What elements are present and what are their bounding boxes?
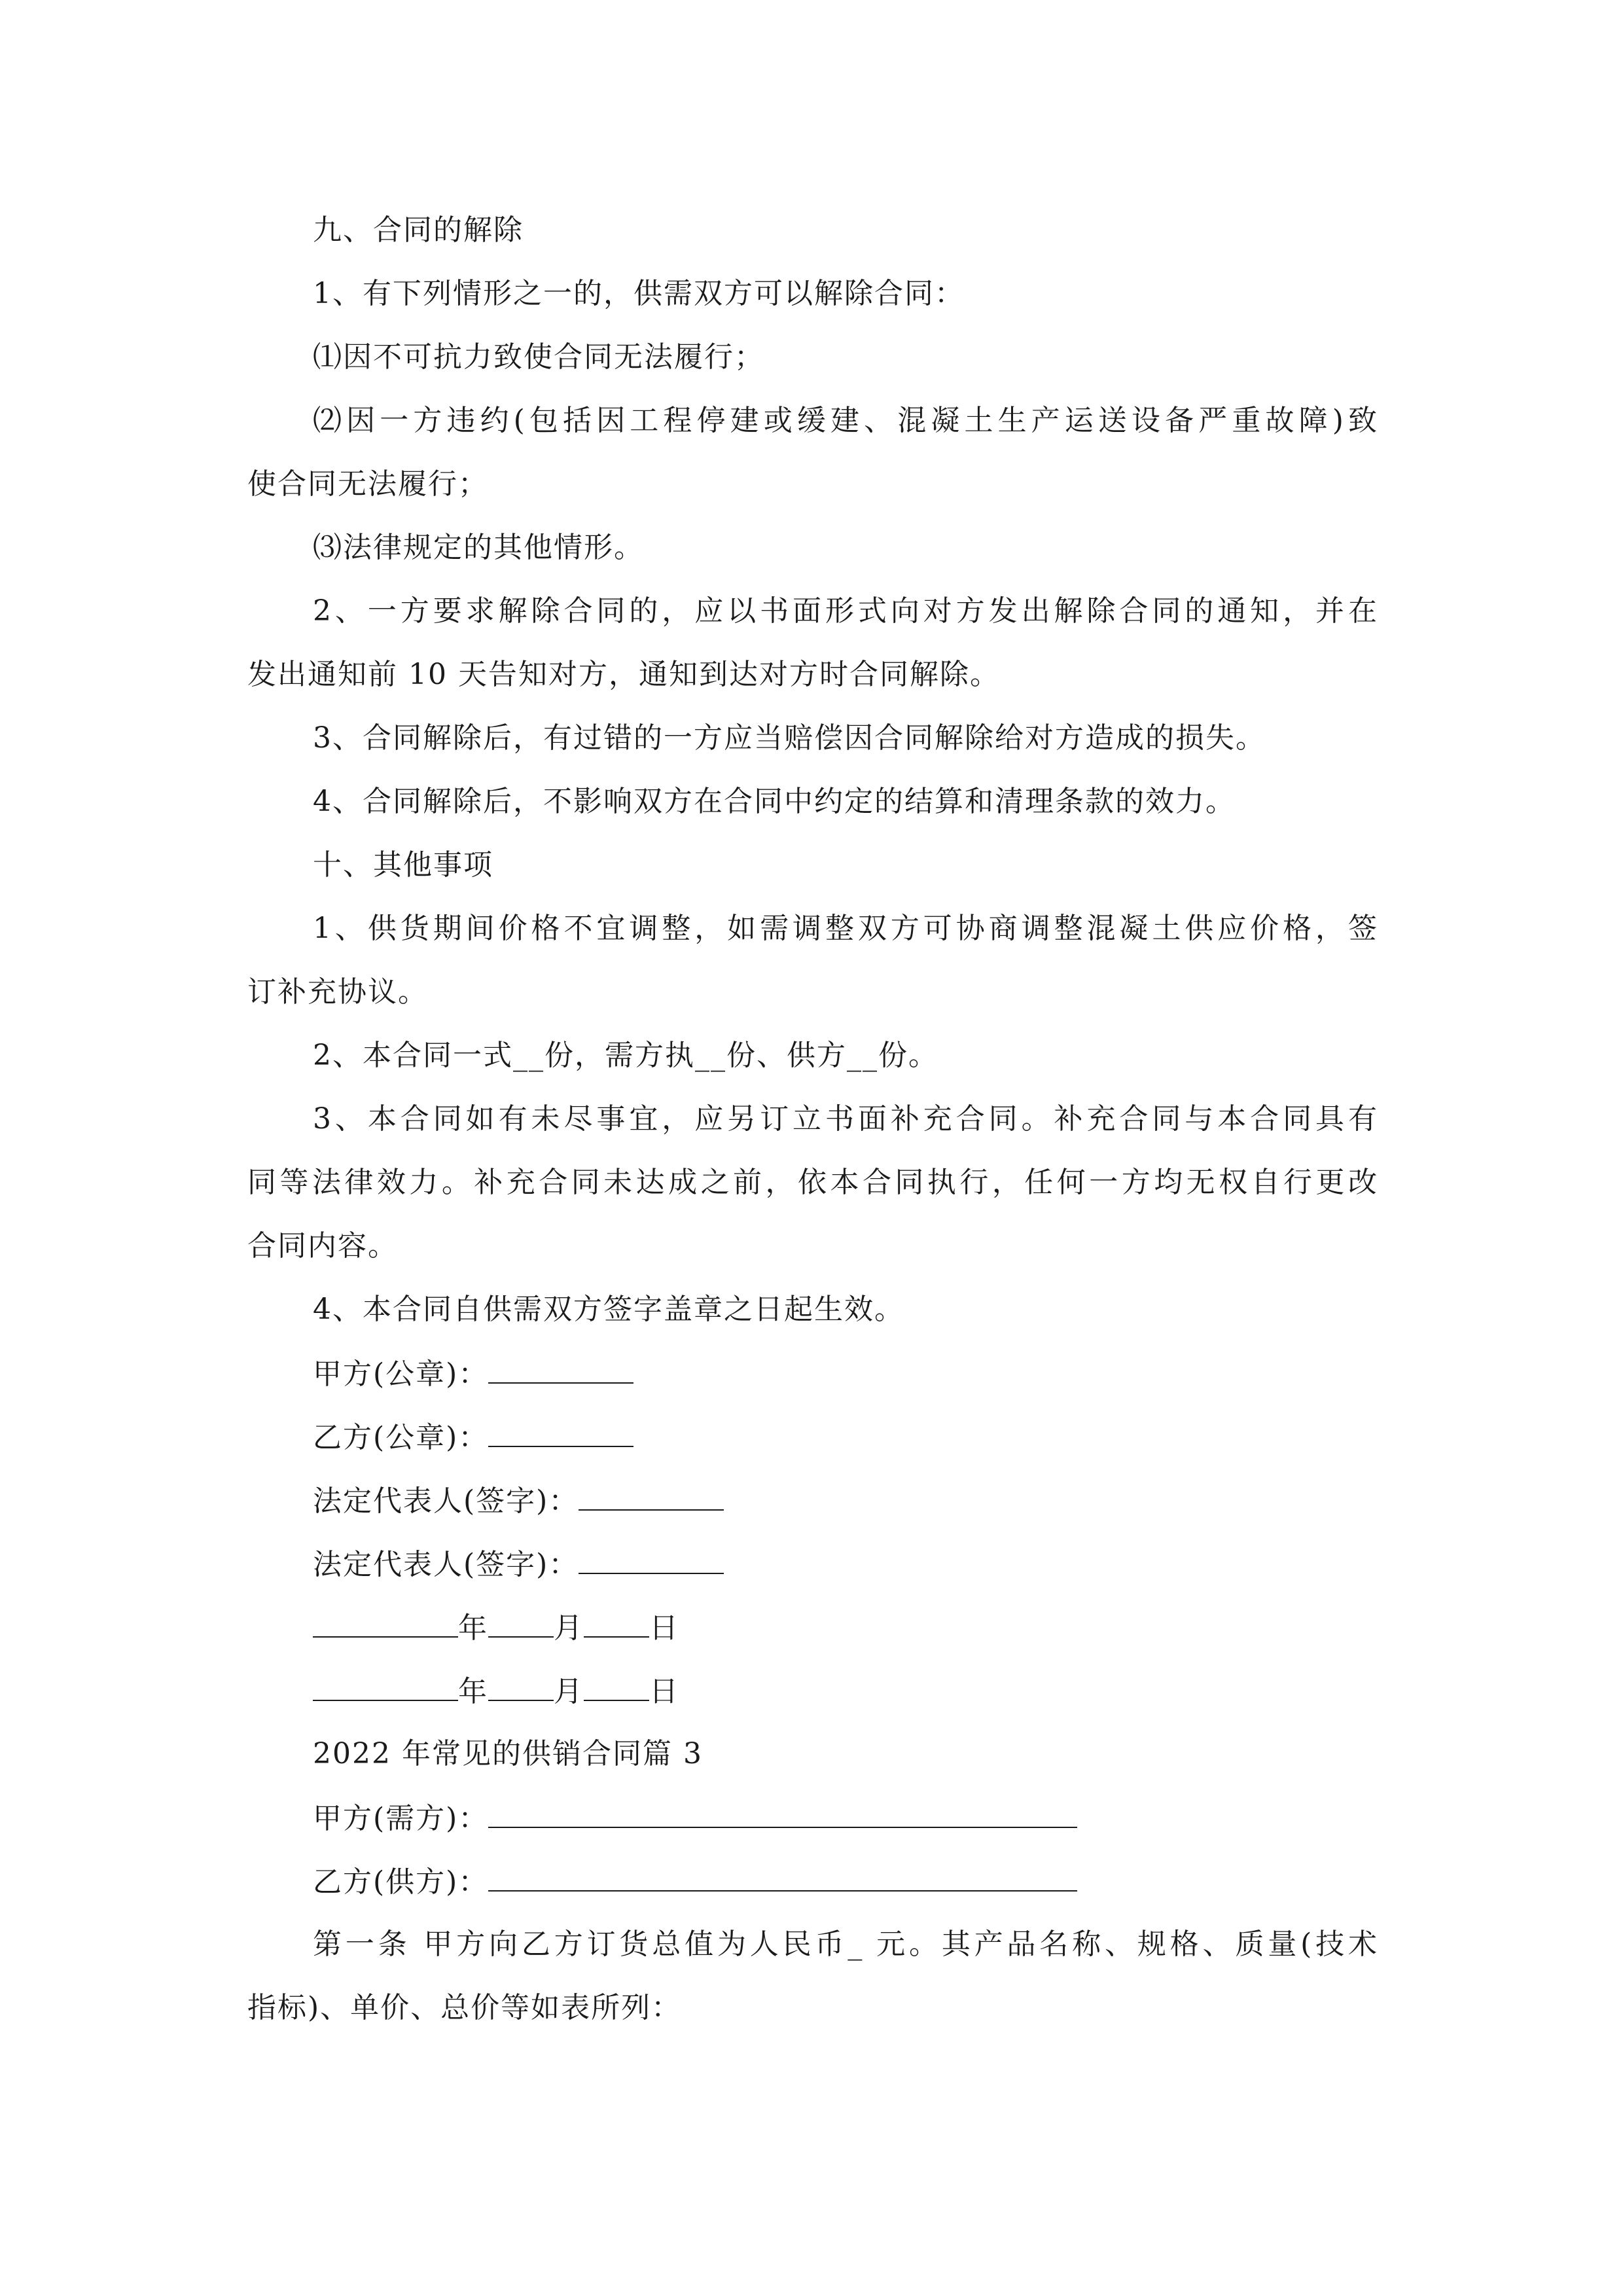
- paragraph-line: 指标)、单价、总价等如表所列：: [247, 1991, 682, 2024]
- signature-line-party-b-seal: [313, 1417, 633, 1456]
- day-label: 日: [649, 1611, 679, 1645]
- signature-line-party-a-seal: [313, 1354, 633, 1393]
- day-label: 日: [649, 1675, 679, 1708]
- party-a-blank: [488, 1798, 1077, 1828]
- party-a-label: 甲方(需方)：: [313, 1802, 489, 1835]
- paragraph-line: 3、合同解除后，有过错的一方应当赔偿因合同解除给对方造成的损失。: [313, 721, 1266, 755]
- year-label: 年: [458, 1611, 488, 1645]
- paragraph-line: 3、本合同如有未尽事宜，应另订立书面补充合同。补充合同与本合同具有: [313, 1102, 1378, 1136]
- year-label: 年: [458, 1675, 488, 1708]
- date-month-blank: [488, 1671, 554, 1701]
- month-label: 月: [554, 1675, 584, 1708]
- date-month-blank: [488, 1607, 554, 1638]
- date-year-blank: [313, 1607, 458, 1638]
- signature-label: 甲方(公章)：: [313, 1357, 489, 1391]
- paragraph-line: 合同内容。: [247, 1229, 398, 1263]
- signature-line-representative: [313, 1544, 724, 1583]
- paragraph-line: 发出通知前 10 天告知对方，通知到达对方时合同解除。: [247, 658, 1000, 691]
- paragraph-line: 4、本合同自供需双方签字盖章之日起生效。: [313, 1293, 904, 1326]
- paragraph-line: 第一条 甲方向乙方订货总值为人民币_ 元。其产品名称、规格、质量(技术: [313, 1928, 1378, 1961]
- signature-blank: [579, 1544, 724, 1574]
- paragraph-line: 订补充协议。: [247, 975, 428, 1009]
- party-b-label: 乙方(供方)：: [313, 1865, 489, 1899]
- party-a-line: [313, 1798, 1077, 1837]
- contract-title: 2022 年常见的供销合同篇 3: [313, 1737, 703, 1770]
- section-heading-termination: 九、合同的解除: [313, 213, 524, 247]
- signature-line-representative: [313, 1480, 724, 1520]
- date-line: [313, 1671, 679, 1710]
- paragraph-line: 4、合同解除后，不影响双方在合同中约定的结算和清理条款的效力。: [313, 785, 1236, 818]
- paragraph-line: 1、有下列情形之一的，供需双方可以解除合同：: [313, 277, 965, 310]
- signature-label: 法定代表人(签字)：: [313, 1484, 579, 1518]
- paragraph-line: ⑴因不可抗力致使合同无法履行；: [313, 340, 764, 374]
- date-day-blank: [584, 1607, 649, 1638]
- signature-blank: [488, 1354, 633, 1384]
- date-day-blank: [584, 1671, 649, 1701]
- paragraph-line: 使合同无法履行；: [247, 467, 488, 501]
- month-label: 月: [554, 1611, 584, 1645]
- signature-blank: [488, 1417, 633, 1447]
- signature-blank: [579, 1480, 724, 1511]
- paragraph-line: 2、本合同一式__份，需方执__份、供方__份。: [313, 1039, 938, 1072]
- paragraph-line: 同等法律效力。补充合同未达成之前，依本合同执行，任何一方均无权自行更改: [247, 1166, 1378, 1199]
- party-b-blank: [488, 1861, 1077, 1892]
- date-line: [313, 1607, 679, 1647]
- paragraph-line: 2、一方要求解除合同的，应以书面形式向对方发出解除合同的通知，并在: [313, 594, 1378, 628]
- date-year-blank: [313, 1671, 458, 1701]
- party-b-line: [313, 1861, 1077, 1901]
- paragraph-line: ⑵因一方违约(包括因工程停建或缓建、混凝土生产运送设备严重故障)致: [313, 404, 1378, 437]
- signature-label: 法定代表人(签字)：: [313, 1548, 579, 1581]
- section-heading-other-matters: 十、其他事项: [313, 848, 493, 882]
- paragraph-line: ⑶法律规定的其他情形。: [313, 531, 644, 564]
- signature-label: 乙方(公章)：: [313, 1421, 489, 1454]
- paragraph-line: 1、供货期间价格不宜调整，如需调整双方可协商调整混凝土供应价格，签: [313, 912, 1378, 945]
